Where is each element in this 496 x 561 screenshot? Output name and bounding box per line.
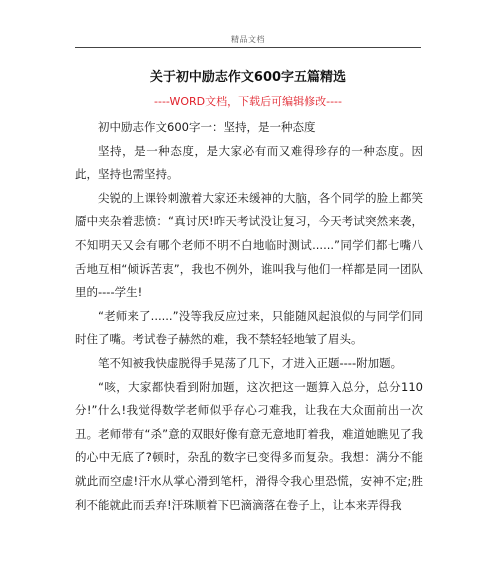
paragraph: 尖锐的上课铃刺激着大家还未缓神的大脑，各个同学的脸上都笑靥中夹杂着悲愤：“真讨厌!昨天考试没让复习，今天考试突然来袭，不知明天又会有哪个老师不明不白地临时测试......”同学们都七嘴八舌地互相“倾诉苦衷”，我也不例外，谁叫我与他们一样都是同一团队里的----学生! [75, 190, 423, 300]
paragraph: “老师来了......”没等我反应过来，只能随风起浪似的与同学们同时住了嘴。考试卷子赫然的难，我不禁轻轻地皱了眉头。 [75, 308, 423, 347]
paragraph: 初中励志作文600字一：坚持，是一种态度 [98, 120, 316, 134]
document-title: 关于初中励志作文600字五篇精选 [149, 70, 347, 85]
header-divider [75, 47, 421, 48]
paragraph: 笔不知被我快虚脱得手晃荡了几下，才进入正题----附加题。 [98, 355, 403, 370]
header-label: 精品文档 [231, 35, 265, 44]
paragraph: “咳，大家都快看到附加题，这次把这一题算入总分，总分110分!”什么!我觉得数学老师似乎存心刁难我，让我在大众面前出一次丑。老师带有“杀”意的双眼好像有意无意地盯着我，难道她瞧见了我的心中无底了?顿时，杂乱的数字已变得多而复杂。我想：满分不能就此而空虚!汗水从掌心滑到笔杆，滑得令我心里恐慌，安神不定;胜利不能就此而丢弃!汗珠顺着下巴滴滴落在卷子上，让本来弄得我 [75, 379, 423, 512]
document-subtitle: ----WORD文档，下载后可编辑修改---- [154, 95, 342, 108]
document-body [75, 116, 423, 517]
paragraph: 坚持，是一种态度，是大家必有而又难得珍存的一种态度。因此，坚持也需坚持。 [75, 143, 423, 182]
